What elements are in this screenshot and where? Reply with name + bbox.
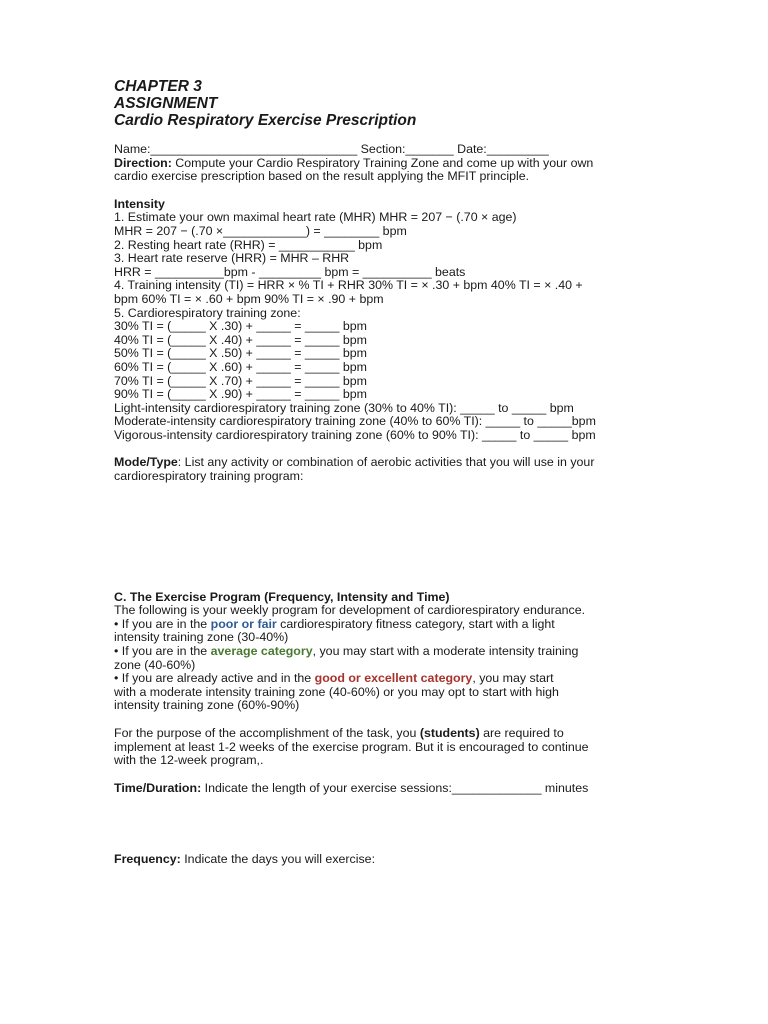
intensity-line: 2. Resting heart rate (RHR) = ___________ bpm: [114, 237, 383, 252]
training-zone-row: 90% TI = (_____ X .90) + _____ = _____ bpm: [114, 387, 367, 402]
program-intro: The following is your weekly program for development of cardiorespiratory endurance.: [114, 603, 586, 618]
bullet-poor-fair-line-2: intensity training zone (30-40%): [114, 630, 289, 645]
intensity-line: 3. Heart rate reserve (HRR) = MHR – RHR: [114, 251, 350, 266]
intensity-line: bpm 60% TI = × .60 + bpm 90% TI = × .90 + bpm: [114, 291, 384, 306]
bullet-average-line-2: zone (40-60%): [114, 657, 196, 672]
students-emphasis: (students): [419, 726, 480, 740]
zone-summary-line: Moderate-intensity cardiorespiratory training zone (40% to 60% TI): _____ to _____bpm: [114, 414, 596, 429]
mode-line-1: Mode/Type: List any activity or combination of aerobic activities that you will use in your: [114, 455, 595, 470]
training-zone-row: 40% TI = (_____ X .40) + _____ = _____ bpm: [114, 332, 367, 347]
bullet-average: • If you are in the average category, you may start with a moderate intensity training: [114, 644, 579, 659]
bullet-good-excellent-line-3: intensity training zone (60%-90%): [114, 698, 300, 713]
purpose-line-1: For the purpose of the accomplishment of the task, you (students) are required to: [114, 726, 564, 740]
intensity-line: 5. Cardiorespiratory training zone:: [114, 305, 301, 320]
frequency-label: Frequency:: [114, 852, 181, 867]
document-page: [114, 78, 659, 867]
frequency-line: Frequency: Indicate the days you will exercise:: [114, 852, 376, 867]
direction-label: Direction:: [114, 155, 172, 170]
zone-summary-line: Light-intensity cardiorespiratory training zone (30% to 40% TI): _____ to _____ bpm: [114, 400, 574, 415]
training-zone-row: 50% TI = (_____ X .50) + _____ = _____ bpm: [114, 346, 367, 361]
intensity-line: 4. Training intensity (TI) = HRR × % TI + RHR 30% TI = × .30 + bpm 40% TI = × .40 +: [114, 278, 583, 293]
good-excellent-highlight: good or excellent category: [314, 671, 473, 686]
direction-line-1: Direction: Compute your Cardio Respiratory Training Zone and come up with your own: [114, 155, 594, 170]
training-zone-row: 70% TI = (_____ X .70) + _____ = _____ bpm: [114, 373, 367, 388]
intensity-line: MHR = 207 − (.70 ×____________) = ________ bpm: [114, 223, 407, 238]
zone-summary-line: Vigorous-intensity cardiorespiratory training zone (60% to 90% TI): _____ to _____ bpm: [114, 427, 596, 442]
purpose-line-3: with the 12-week program,.: [114, 753, 264, 768]
assignment-title: ASSIGNMENT: [114, 95, 218, 112]
bullet-good-excellent-line-2: with a moderate intensity training zone (40-60%) or you may opt to start with high: [114, 684, 559, 699]
info-line: Name:______________________________ Section:_______ Date:_________: [114, 142, 549, 156]
purpose-line-2: implement at least 1-2 weeks of the exercise program. But it is encouraged to continue: [114, 739, 589, 754]
bullet-poor-fair: • If you are in the poor or fair cardiorespiratory fitness category, start with a light: [114, 616, 555, 631]
training-zone-row: 60% TI = (_____ X .60) + _____ = _____ bpm: [114, 359, 367, 374]
intensity-line: HRR = __________bpm - _________ bpm = __________ beats: [114, 264, 466, 279]
time-duration-line: Time/Duration: Indicate the length of your exercise sessions:_____________ minutes: [114, 780, 589, 795]
training-zone-row: 30% TI = (_____ X .30) + _____ = _____ bpm: [114, 319, 367, 334]
program-heading: C. The Exercise Program (Frequency, Intensity and Time): [114, 589, 450, 604]
mode-label: Mode/Type: [114, 455, 178, 470]
time-duration-label: Time/Duration:: [114, 780, 202, 795]
poor-fair-highlight: poor or fair: [210, 616, 277, 631]
intensity-line: 1. Estimate your own maximal heart rate (MHR) MHR = 207 − (.70 × age): [114, 210, 517, 225]
average-highlight: average category: [210, 644, 313, 659]
chapter-title: CHAPTER 3: [114, 78, 202, 95]
direction-line-2: cardio exercise prescription based on the result applying the MFIT principle.: [114, 169, 530, 184]
document-title: Cardio Respiratory Exercise Prescription: [114, 112, 417, 129]
bullet-good-excellent: • If you are already active and in the good or excellent category, you may start: [114, 671, 554, 686]
intensity-heading: Intensity: [114, 196, 165, 211]
mode-line-2: cardiorespiratory training program:: [114, 469, 304, 484]
